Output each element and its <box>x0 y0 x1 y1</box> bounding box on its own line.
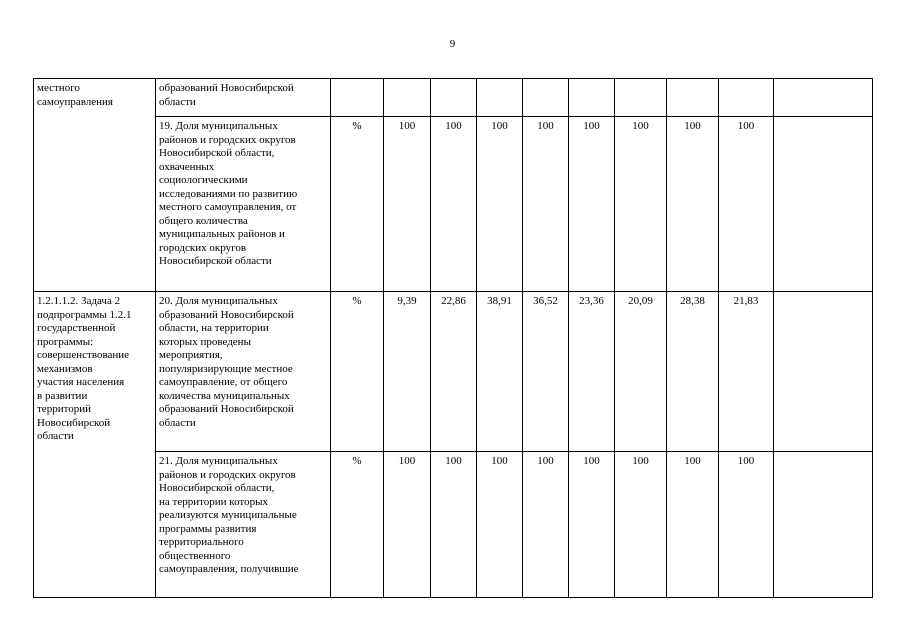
empty-cell <box>774 117 873 292</box>
value-cell: 100 <box>523 117 569 292</box>
value-cell <box>667 79 719 117</box>
table-row <box>34 79 873 117</box>
empty-cell <box>774 292 873 452</box>
unit-cell <box>331 79 384 117</box>
table-row <box>34 452 873 598</box>
value-cell <box>569 79 615 117</box>
task-cell: местного самоуправления <box>34 79 156 292</box>
value-cell: 100 <box>477 117 523 292</box>
empty-cell <box>774 79 873 117</box>
value-cell <box>615 79 667 117</box>
indicator-cell: образований Новосибирской области <box>156 79 331 117</box>
page-number: 9 <box>449 38 456 50</box>
empty-cell <box>774 452 873 598</box>
value-cell: 100 <box>569 117 615 292</box>
unit-cell: % <box>331 452 384 598</box>
value-cell: 100 <box>667 117 719 292</box>
value-cell: 36,52 <box>523 292 569 452</box>
value-cell: 100 <box>569 452 615 598</box>
value-cell: 100 <box>615 117 667 292</box>
table-row <box>34 117 873 292</box>
value-cell <box>384 79 431 117</box>
value-cell: 100 <box>719 452 774 598</box>
value-cell: 100 <box>523 452 569 598</box>
value-cell: 100 <box>431 117 477 292</box>
value-cell <box>523 79 569 117</box>
value-cell: 9,39 <box>384 292 431 452</box>
value-cell: 38,91 <box>477 292 523 452</box>
unit-cell: % <box>331 117 384 292</box>
table-row <box>34 292 873 452</box>
value-cell: 21,83 <box>719 292 774 452</box>
value-cell: 100 <box>431 452 477 598</box>
task-cell: 1.2.1.1.2. Задача 2 подпрограммы 1.2.1 государственной программы: совершенствование механизмов участия населения в развитии территорий Новосибирской области <box>34 292 156 598</box>
value-cell <box>431 79 477 117</box>
value-cell: 100 <box>477 452 523 598</box>
value-cell: 23,36 <box>569 292 615 452</box>
value-cell: 100 <box>667 452 719 598</box>
value-cell <box>477 79 523 117</box>
indicator-cell: 20. Доля муниципальных образований Новосибирской области, на территории которых проведены мероприятия, популяризирующие местное самоуправление, от общего количества муниципальных образований Новосибирской области <box>156 292 331 452</box>
indicator-table <box>33 78 873 598</box>
value-cell: 100 <box>615 452 667 598</box>
value-cell: 22,86 <box>431 292 477 452</box>
unit-cell: % <box>331 292 384 452</box>
value-cell: 100 <box>384 452 431 598</box>
value-cell: 28,38 <box>667 292 719 452</box>
indicator-cell: 21. Доля муниципальных районов и городских округов Новосибирской области, на территории которых реализуются муниципальные программы развития территориального общественного самоуправления, получившие <box>156 452 331 598</box>
value-cell: 20,09 <box>615 292 667 452</box>
value-cell: 100 <box>719 117 774 292</box>
value-cell <box>719 79 774 117</box>
indicator-cell: 19. Доля муниципальных районов и городских округов Новосибирской области, охваченных социологическими исследованиями по развитию местного самоуправления, от общего количества муниципальных районов и городских округов Новосибирской области <box>156 117 331 292</box>
value-cell: 100 <box>384 117 431 292</box>
